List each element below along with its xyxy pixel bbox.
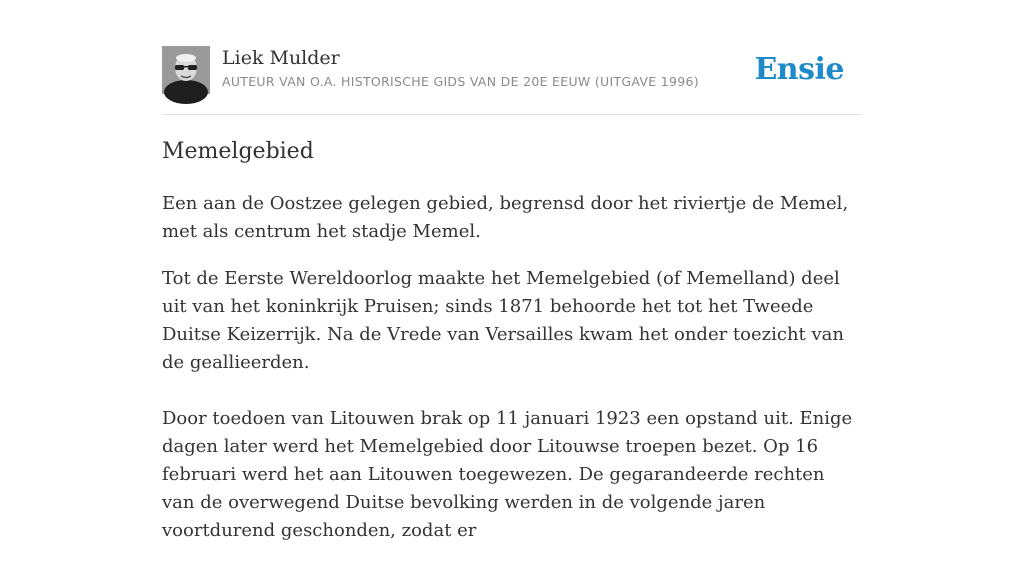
author-name[interactable]: Liek Mulder — [222, 47, 340, 69]
author-header — [162, 46, 862, 115]
article-paragraph-3: Door toedoen van Litouwen brak op 11 januari 1923 een opstand uit. Enige dagen later werd het Memelgebied door Litouwse troepen bezet. Op 16 februari werd het aan Litouwen toegewezen. De gegarandeerde rechten van de overwegend Duitse bevolking werden in de volgende jaren voortdurend geschonden, zodat er — [162, 408, 853, 541]
author-description: AUTEUR VAN O.A. HISTORISCHE GIDS VAN DE 20E EEUW (UITGAVE 1996) — [222, 74, 699, 89]
article-title: Memelgebied — [162, 139, 314, 164]
article-paragraph-2: Tot de Eerste Wereldoorlog maakte het Memelgebied (of Memelland) deel uit van het koninkrijk Pruisen; sinds 1871 behoorde het tot het Tweede Duitse Keizerrijk. Na de Vrede van Versailles kwam het onder toezicht van de geallieerden. — [162, 268, 845, 373]
author-avatar[interactable] — [162, 46, 210, 94]
article-paragraph-1: Een aan de Oostzee gelegen gebied, begrensd door het riviertje de Memel, met als centrum het stadje Memel. — [162, 193, 849, 242]
article-body — [162, 190, 862, 564]
ensie-logo[interactable]: Ensie — [754, 52, 844, 87]
person-photo-icon — [162, 46, 210, 94]
